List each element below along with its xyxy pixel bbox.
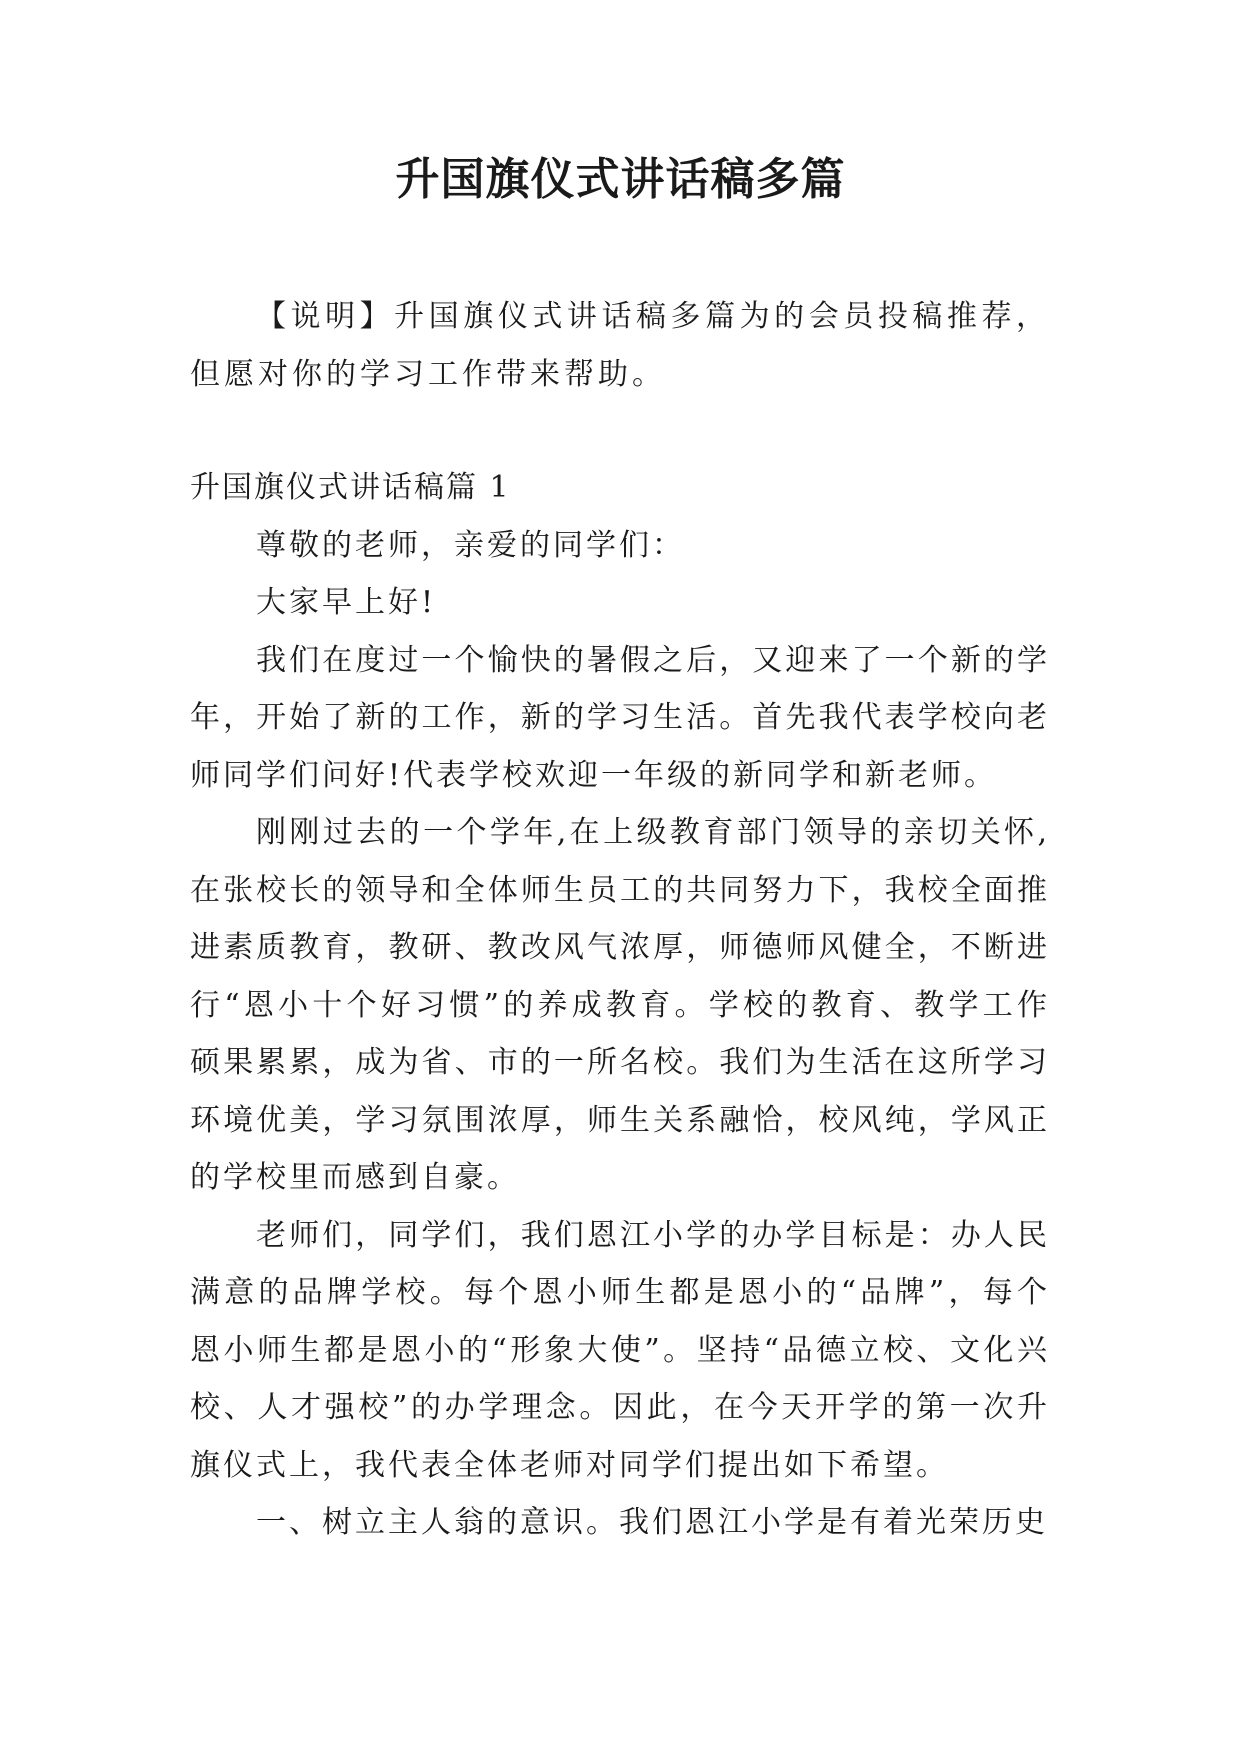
document-title: 升国旗仪式讲话稿多篇 [395,154,846,205]
body-paragraph: 刚刚过去的一个学年,在上级教育部门领导的亲切关怀,在张校长的领导和全体师生员工的共同努力下，我校全面推进素质教育，教研、教改风气浓厚，师德师风健全，不断进行“恩小十个好习惯”的养成教育。学校的教育、教学工作硕果累累，成为省、市的一所名校。我们为生活在这所学习环境优美，学习氛围浓厚，师生关系融恰，校风纯，学风正的学校里而感到自豪。 [190,815,1050,1195]
body-paragraph: 老师们，同学们，我们恩江小学的办学目标是：办人民满意的品牌学校。每个恩小师生都是恩小的“品牌”，每个恩小师生都是恩小的“形象大使”。坚持“品德立校、文化兴校、人才强校”的办学理念。因此，在今天开学的第一次升旗仪式上，我代表全体老师对同学们提出如下希望。 [190,1217,1050,1483]
section-heading: 升国旗仪式讲话稿篇 1 [190,470,511,505]
salutation-paragraph: 尊敬的老师，亲爱的同学们： [256,527,685,563]
note-paragraph: 【说明】升国旗仪式讲话稿多篇为的会员投稿推荐，但愿对你的学习工作带来帮助。 [190,299,1050,392]
body-paragraph: 一、树立主人翁的意识。我们恩江小学是有着光荣历史 [256,1505,1048,1540]
document-body [190,288,1050,1552]
greeting-paragraph: 大家早上好! [256,585,437,620]
body-paragraph: 我们在度过一个愉快的暑假之后，又迎来了一个新的学年，开始了新的工作，新的学习生活。首先我代表学校向老师同学们问好!代表学校欢迎一年级的新同学和新老师。 [190,642,1050,793]
